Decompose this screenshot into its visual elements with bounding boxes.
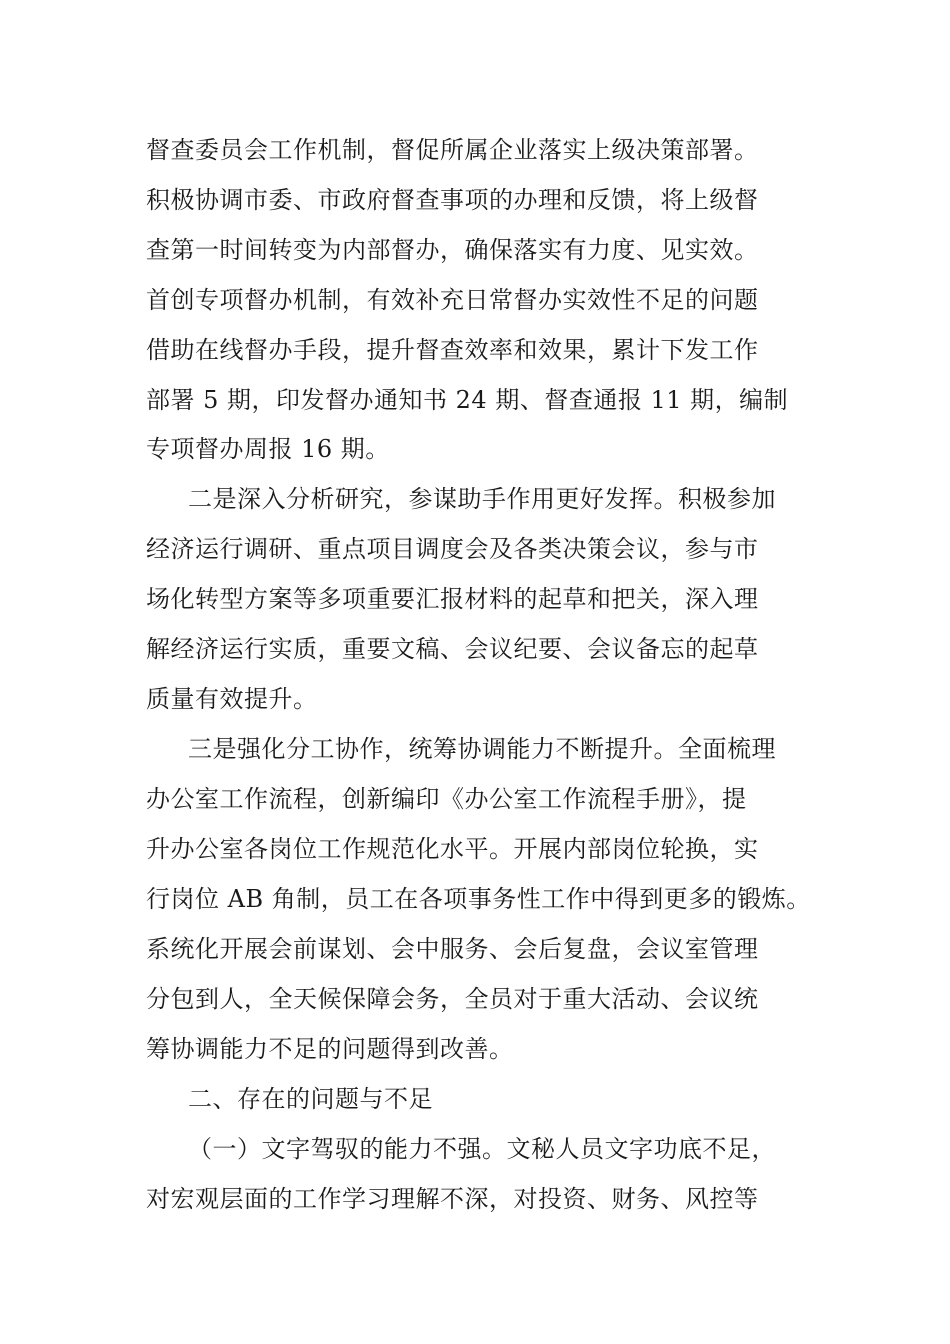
section-heading: 二、存在的问题与不足 [188,1085,433,1113]
text-line: 场化转型方案等多项重要汇报材料的起草和把关，深入理 [146,585,759,613]
text-line: 查第一时间转变为内部督办，确保落实有力度、见实效。 [146,236,759,264]
text-line: 对宏观层面的工作学习理解不深，对投资、财务、风控等 [146,1185,759,1213]
text-line: 质量有效提升。 [146,685,318,713]
text-line: 经济运行调研、重点项目调度会及各类决策会议，参与市 [146,535,759,563]
text-line: 升办公室各岗位工作规范化水平。开展内部岗位轮换，实 [146,835,759,863]
text-line: 积极协调市委、市政府督查事项的办理和反馈，将上级督 [146,186,759,214]
paragraph-start-line: （一）文字驾驭的能力不强。文秘人员文字功底不足， [188,1135,776,1163]
text-line: 系统化开展会前谋划、会中服务、会后复盘，会议室管理 [146,935,759,963]
paragraph-start-line: 二是深入分析研究，参谋助手作用更好发挥。积极参加 [188,485,776,513]
text-line: 首创专项督办机制，有效补充日常督办实效性不足的问题 [146,286,759,314]
text-line: 解经济运行实质，重要文稿、会议纪要、会议备忘的起草 [146,635,759,663]
text-line: 部署 5 期，印发督办通知书 24 期、督查通报 11 期，编制 [146,386,789,414]
text-line: 分包到人，全天候保障会务，全员对于重大活动、会议统 [146,985,759,1013]
text-line: 办公室工作流程，创新编印《办公室工作流程手册》，提 [146,785,747,813]
text-line: 专项督办周报 16 期。 [146,435,390,463]
text-line: 筹协调能力不足的问题得到改善。 [146,1035,514,1063]
text-line: 督查委员会工作机制，督促所属企业落实上级决策部署。 [146,136,759,164]
paragraph-start-line: 三是强化分工协作，统筹协调能力不断提升。全面梳理 [188,735,776,763]
text-line: 借助在线督办手段，提升督查效率和效果，累计下发工作 [146,336,759,364]
text-line: 行岗位 AB 角制，员工在各项事务性工作中得到更多的锻炼。 [146,885,811,913]
